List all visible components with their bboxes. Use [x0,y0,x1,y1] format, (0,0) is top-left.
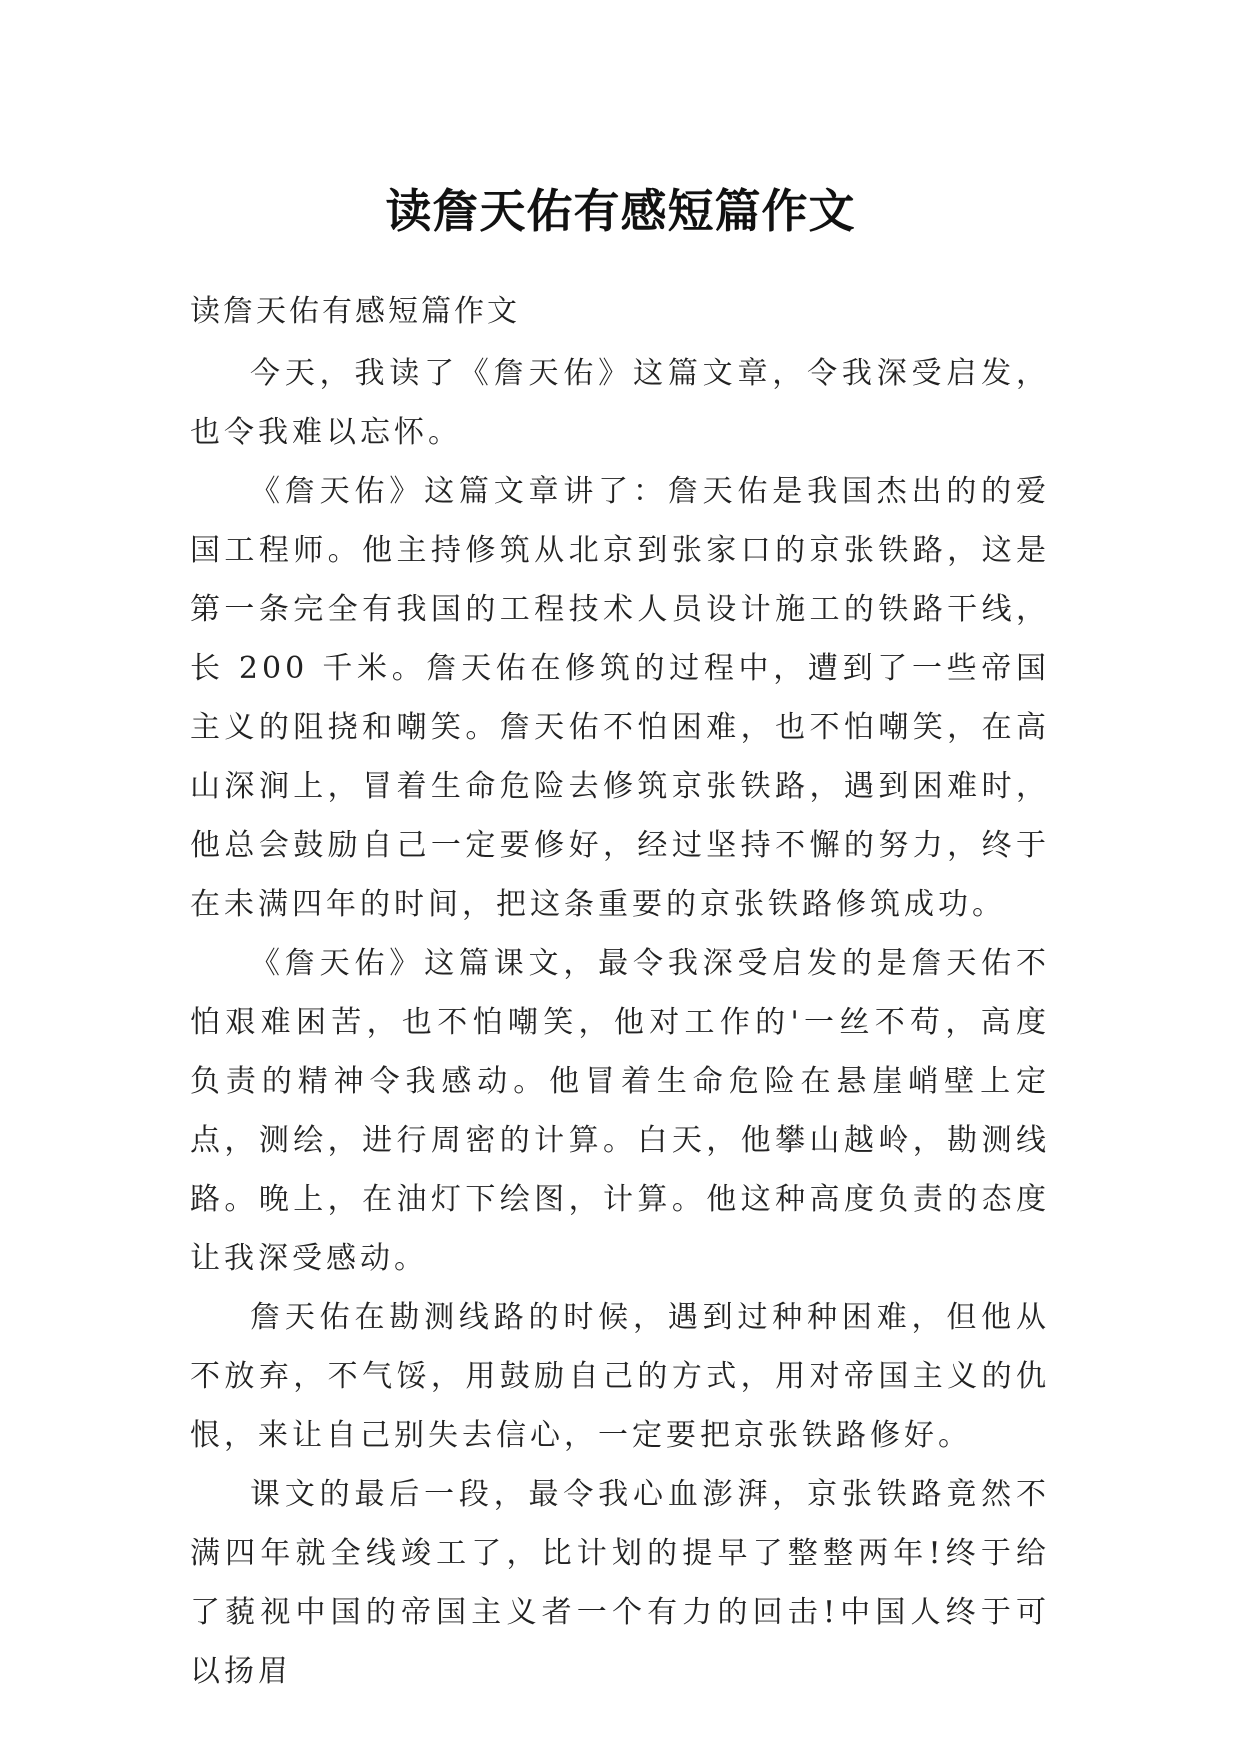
paragraph: 詹天佑在勘测线路的时候，遇到过种种困难，但他从不放弃，不气馁，用鼓励自己的方式，用对帝国主义的仇恨，来让自己别失去信心，一定要把京张铁路修好。 [190,1300,1050,1453]
paragraph: 今天，我读了《詹天佑》这篇文章，令我深受启发，也令我难以忘怀。 [190,356,1050,450]
document-body [190,282,1050,1701]
paragraph: 课文的最后一段，最令我心血澎湃，京张铁路竟然不满四年就全线竣工了，比计划的提早了整整两年!终于给了藐视中国的帝国主义者一个有力的回击!中国人终于可以扬眉 [190,1477,1050,1689]
document-title: 读詹天佑有感短篇作文 [385,183,856,238]
document-subtitle: 读詹天佑有感短篇作文 [190,294,520,329]
paragraph: 《詹天佑》这篇文章讲了：詹天佑是我国杰出的的爱国工程师。他主持修筑从北京到张家口的京张铁路，这是第一条完全有我国的工程技术人员设计施工的铁路干线，长 200 千米。詹天佑在修筑的过程中，遭到了一些帝国主义的阻挠和嘲笑。詹天佑不怕困难，也不怕嘲笑，在高山深涧上，冒着生命危险去修筑京张铁路，遇到困难时，他总会鼓励自己一定要修好，经过坚持不懈的努力，终于在未满四年的时间，把这条重要的京张铁路修筑成功。 [190,474,1050,922]
paragraph: 《詹天佑》这篇课文，最令我深受启发的是詹天佑不怕艰难困苦，也不怕嘲笑，他对工作的'一丝不苟，高度负责的精神令我感动。他冒着生命危险在悬崖峭壁上定点，测绘，进行周密的计算。白天，他攀山越岭，勘测线路。晚上，在油灯下绘图，计算。他这种高度负责的态度让我深受感动。 [190,946,1050,1276]
